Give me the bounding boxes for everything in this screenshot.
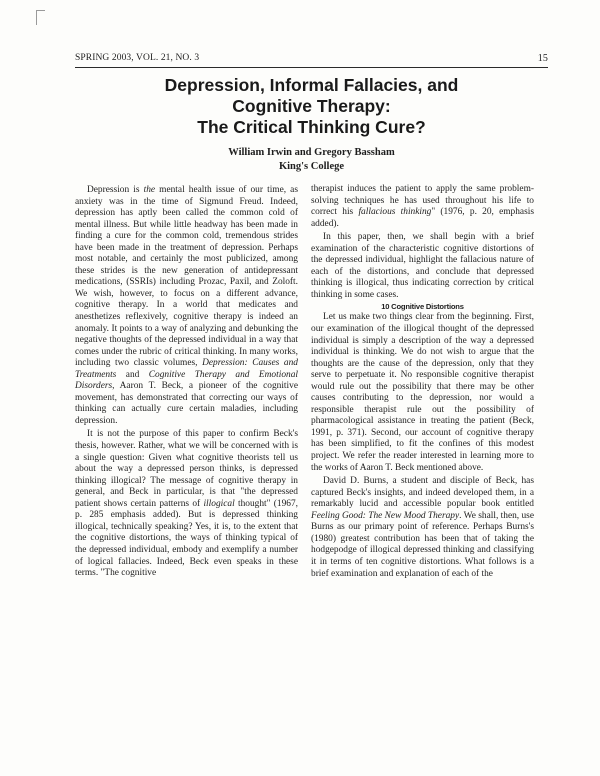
title-line-3: The Critical Thinking Cure?: [197, 117, 426, 137]
article-title: [75, 75, 548, 138]
title-line-2: Cognitive Therapy:: [232, 96, 391, 116]
page-number: 15: [537, 53, 548, 64]
running-head: [75, 53, 548, 67]
section-heading: 10 Cognitive Distortions: [381, 302, 464, 312]
author-block: [75, 146, 548, 174]
right-paragraph-2: In this paper, then, we shall begin with a brief examination of the characteristic cognitive distortions of the depressed individual, highlight the fallacious nature of each of the distortions, and conclude that depressed thinking is illogical, thus indicating correction by critical thinking in some cases.: [311, 232, 534, 300]
left-paragraph-1: Depression is the mental health issue of our time, as anxiety was in the time of Sigmund Freud. Indeed, depression has aptly been called the common cold of mental illness. But while little headway has been made in finding a cure for the common cold, tremendous strides have been made in the treatment of depression. Perhaps most notable, and certainly the most publicized, among these strides is the new generation of antidepressant medications, (SSRIs) including Prozac, Paxil, and Zoloft. We wish, however, to focus on a different advance, cognitive therapy. In a world that medicates and anesthetizes reflexively, cognitive therapy is indeed an anomaly. It points to a way of analyzing and debunking the negative thoughts of the depressed individual in a way that comes under the rubric of critical thinking. In many works, including two classic volumes, Depression: Causes and Treatments and Cognitive Therapy and Emotional Disorders, Aaron T. Beck, a pioneer of the cognitive movement, has demonstrated that correcting our ways of thinking can actually cure certain maladies, including depression.: [75, 185, 298, 426]
author-affiliation: King's College: [278, 161, 345, 172]
right-column: [311, 184, 534, 580]
author-names: William Irwin and Gregory Bassham: [228, 147, 395, 158]
title-line-1: Depression, Informal Fallacies, and: [164, 75, 459, 95]
right-paragraph-4: David D. Burns, a student and disciple of Beck, has captured Beck's insights, and indeed developed them, in a remarkably lucid and accessible popular book entitled Feeling Good: The New Mood Therapy. We shall, then, use Burns as our primary point of reference. Perhaps Burns's (1980) greatest contribution has been that of taking the hodgepodge of illogical depressed thinking and classifying it in terms of ten cognitive distortions. What follows is a brief examination and explanation of each of the: [311, 476, 534, 579]
left-column: [75, 185, 298, 580]
right-paragraph-3: Let us make two things clear from the beginning. First, our examination of the illogical thought of the depressed individual is simply a description of the way a depressed individual is thinking. We do not wish to argue that the thoughts are the cause of the depression, only that they serve to perpetuate it. No responsible cognitive therapist would rule out the possibility that there may be other causes contributing to the depression, nor would a responsible therapist rule out the possibility of pharmacological assistance in treating the patient (Beck, 1991, p. 371). Second, our account of cognitive therapy has been simplified, to fit the confines of this modest project. We refer the reader interested in learning more to the works of Aaron T. Beck mentioned above.: [311, 312, 534, 473]
right-paragraph-1: therapist induces the patient to apply the same problem-solving techniques he has used throughout his life to correct his fallacious thinking" (1976, p. 20, emphasis added).: [311, 184, 534, 229]
left-paragraph-2: It is not the purpose of this paper to confirm Beck's thesis, however. Rather, what we will be concerned with is a single question: Given what cognitive theorists tell us about the way a depressed person thinks, is depressed thinking illogical? The message of cognitive therapy in general, and Beck in particular, is that "the depressed patient shows certain patterns of illogical thought" (1967, p. 285 emphasis added). But is depressed thinking illogical, technically speaking? Yes, it is, to the extent that the cognitive distortions, the ways of thinking typical of the depressed individual, embody and exemplify a number of logical fallacies. Indeed, Beck even speaks in these terms. "The cognitive: [75, 429, 298, 579]
crop-mark: [36, 10, 45, 25]
journal-issue: SPRING 2003, VOL. 21, NO. 3: [75, 53, 200, 63]
header-rule: [75, 67, 548, 68]
